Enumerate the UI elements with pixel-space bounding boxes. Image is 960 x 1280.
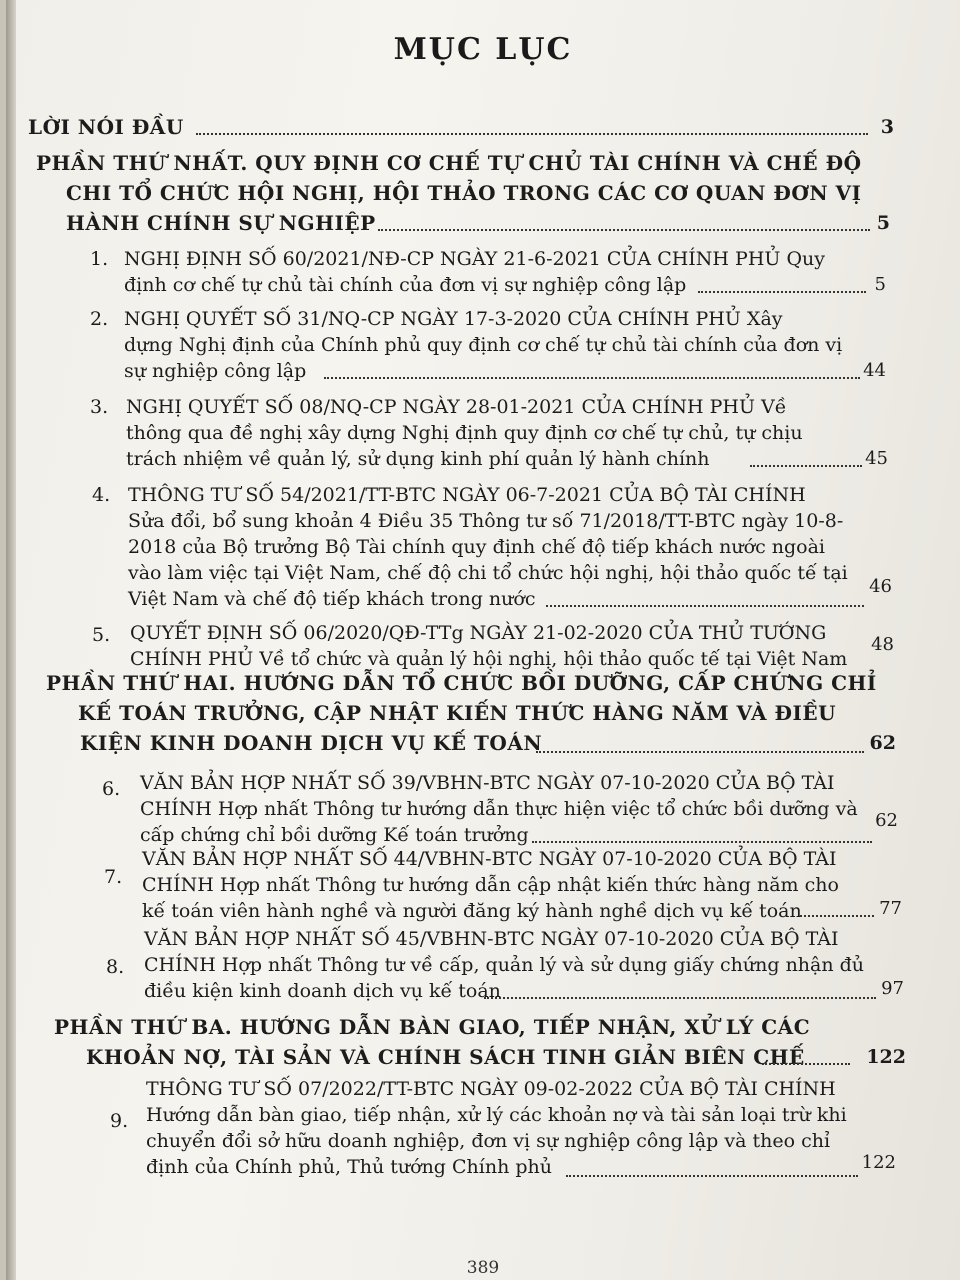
section-line: CHI TỔ CHỨC HỘI NGHỊ, HỘI THẢO TRONG CÁC CƠ QUAN ĐƠN VỊ: [66, 181, 862, 205]
dot-leader: [378, 227, 870, 231]
item-line: 2018 của Bộ trưởng Bộ Tài chính quy định chế độ tiếp khách nước ngoài: [128, 536, 825, 558]
item-line: chuyển đổi sở hữu doanh nghiệp, đơn vị sự nghiệp công lập và theo chỉ: [146, 1130, 831, 1152]
dot-leader: [196, 131, 868, 135]
dot-leader: [324, 375, 860, 379]
item-number: 3.: [90, 396, 109, 418]
page-number: 389: [466, 1258, 500, 1278]
item-page: 122: [861, 1152, 896, 1173]
item-line: NGHỊ QUYẾT SỐ 08/NQ-CP NGÀY 28-01-2021 CỦA CHÍNH PHỦ Về: [126, 396, 787, 418]
section-page: 122: [866, 1046, 906, 1068]
item-line: kế toán viên hành nghề và người đăng ký hành nghề dịch vụ kế toán: [142, 900, 802, 922]
item-number: 5.: [92, 624, 111, 646]
item-line: THÔNG TƯ SỐ 54/2021/TT-BTC NGÀY 06-7-2021 CỦA BỘ TÀI CHÍNH: [128, 484, 806, 506]
item-page: 48: [871, 634, 894, 655]
item-line: Hướng dẫn bàn giao, tiếp nhận, xử lý các khoản nợ và tài sản loại trừ khi: [146, 1104, 847, 1126]
item-line: định cơ chế tự chủ tài chính của đơn vị sự nghiệp công lập: [124, 274, 687, 296]
item-line: CHÍNH Hợp nhất Thông tư hướng dẫn cập nhật kiến thức hàng năm cho: [142, 874, 839, 896]
book-page: [6, 0, 960, 1280]
section-line: PHẦN THỨ BA. HƯỚNG DẪN BÀN GIAO, TIẾP NHẬN, XỬ LÝ CÁC: [54, 1015, 811, 1039]
item-line: QUYẾT ĐỊNH SỐ 06/2020/QĐ-TTg NGÀY 21-02-2020 CỦA THỦ TƯỚNG: [130, 622, 827, 644]
item-line: VĂN BẢN HỢP NHẤT SỐ 45/VBHN-BTC NGÀY 07-10-2020 CỦA BỘ TÀI: [144, 928, 839, 950]
dot-leader: [532, 839, 872, 843]
item-page: 46: [869, 576, 892, 597]
item-page: 62: [875, 810, 898, 831]
item-line: CHÍNH Hợp nhất Thông tư hướng dẫn thực hiện việc tổ chức bồi dưỡng và: [140, 798, 858, 820]
item-line: Sửa đổi, bổ sung khoản 4 Điều 35 Thông tư số 71/2018/TT-BTC ngày 10-8-: [128, 510, 844, 532]
item-page: 97: [881, 978, 904, 999]
item-line: cấp chứng chỉ bồi dưỡng Kế toán trưởng: [140, 824, 529, 846]
page-binding-shadow: [6, 0, 16, 1280]
dot-leader: [762, 1061, 850, 1065]
dot-leader: [484, 995, 876, 999]
item-number: 6.: [102, 778, 121, 800]
item-line: thông qua đề nghị xây dựng Nghị định quy định cơ chế tự chủ, tự chịu: [126, 422, 803, 444]
dot-leader: [536, 749, 864, 753]
section-line: HÀNH CHÍNH SỰ NGHIỆP: [66, 211, 376, 235]
section-line: KẾ TOÁN TRƯỞNG, CẬP NHẬT KIẾN THỨC HÀNG NĂM VÀ ĐIỀU: [78, 701, 837, 725]
dot-leader: [546, 603, 864, 607]
section-line: PHẦN THỨ HAI. HƯỚNG DẪN TỔ CHỨC BỒI DƯỠNG, CẤP CHỨNG CHỈ: [46, 671, 877, 695]
intro-label: LỜI NÓI ĐẦU: [28, 115, 184, 139]
item-page: 45: [865, 448, 888, 469]
item-line: Việt Nam và chế độ tiếp khách trong nước: [128, 588, 536, 610]
item-number: 8.: [106, 956, 125, 978]
item-line: định của Chính phủ, Thủ tướng Chính phủ: [146, 1156, 553, 1178]
item-line: CHÍNH Hợp nhất Thông tư về cấp, quản lý và sử dụng giấy chứng nhận đủ: [144, 954, 865, 976]
intro-page: 3: [880, 116, 894, 138]
page-title: MỤC LỤC: [393, 32, 573, 67]
item-number: 7.: [104, 866, 123, 888]
item-number: 4.: [92, 484, 111, 506]
section-page: 5: [876, 212, 890, 234]
section-line: KHOẢN NỢ, TÀI SẢN VÀ CHÍNH SÁCH TINH GIẢN BIÊN CHẾ: [86, 1045, 805, 1069]
section-line: KIỆN KINH DOANH DỊCH VỤ KẾ TOÁN: [80, 731, 543, 755]
item-page: 77: [879, 898, 902, 919]
section-page: 62: [869, 732, 896, 754]
item-line: NGHỊ ĐỊNH SỐ 60/2021/NĐ-CP NGÀY 21-6-2021 CỦA CHÍNH PHỦ Quy: [124, 248, 825, 270]
dot-leader: [566, 1173, 858, 1177]
item-line: VĂN BẢN HỢP NHẤT SỐ 39/VBHN-BTC NGÀY 07-10-2020 CỦA BỘ TÀI: [140, 772, 835, 794]
item-line: dựng Nghị định của Chính phủ quy định cơ chế tự chủ tài chính của đơn vị: [124, 334, 843, 356]
item-number: 1.: [90, 248, 109, 270]
item-line: VĂN BẢN HỢP NHẤT SỐ 44/VBHN-BTC NGÀY 07-10-2020 CỦA BỘ TÀI: [142, 848, 837, 870]
item-line: NGHỊ QUYẾT SỐ 31/NQ-CP NGÀY 17-3-2020 CỦA CHÍNH PHỦ Xây: [124, 308, 783, 330]
item-page: 44: [863, 360, 886, 381]
section-line: PHẦN THỨ NHẤT. QUY ĐỊNH CƠ CHẾ TỰ CHỦ TÀI CHÍNH VÀ CHẾ ĐỘ: [36, 151, 862, 175]
item-line: CHÍNH PHỦ Về tổ chức và quản lý hội nghị, hội thảo quốc tế tại Việt Nam: [130, 648, 848, 670]
item-line: THÔNG TƯ SỐ 07/2022/TT-BTC NGÀY 09-02-2022 CỦA BỘ TÀI CHÍNH: [146, 1078, 836, 1100]
item-number: 2.: [90, 308, 109, 330]
item-number: 9.: [110, 1110, 129, 1132]
item-line: vào làm việc tại Việt Nam, chế độ chi tổ chức hội nghị, hội thảo quốc tế tại: [128, 562, 848, 584]
item-line: điều kiện kinh doanh dịch vụ kế toán: [144, 980, 501, 1002]
item-line: sự nghiệp công lập: [124, 360, 307, 382]
item-page: 5: [874, 274, 886, 295]
item-line: trách nhiệm về quản lý, sử dụng kinh phí quản lý hành chính: [126, 448, 710, 470]
